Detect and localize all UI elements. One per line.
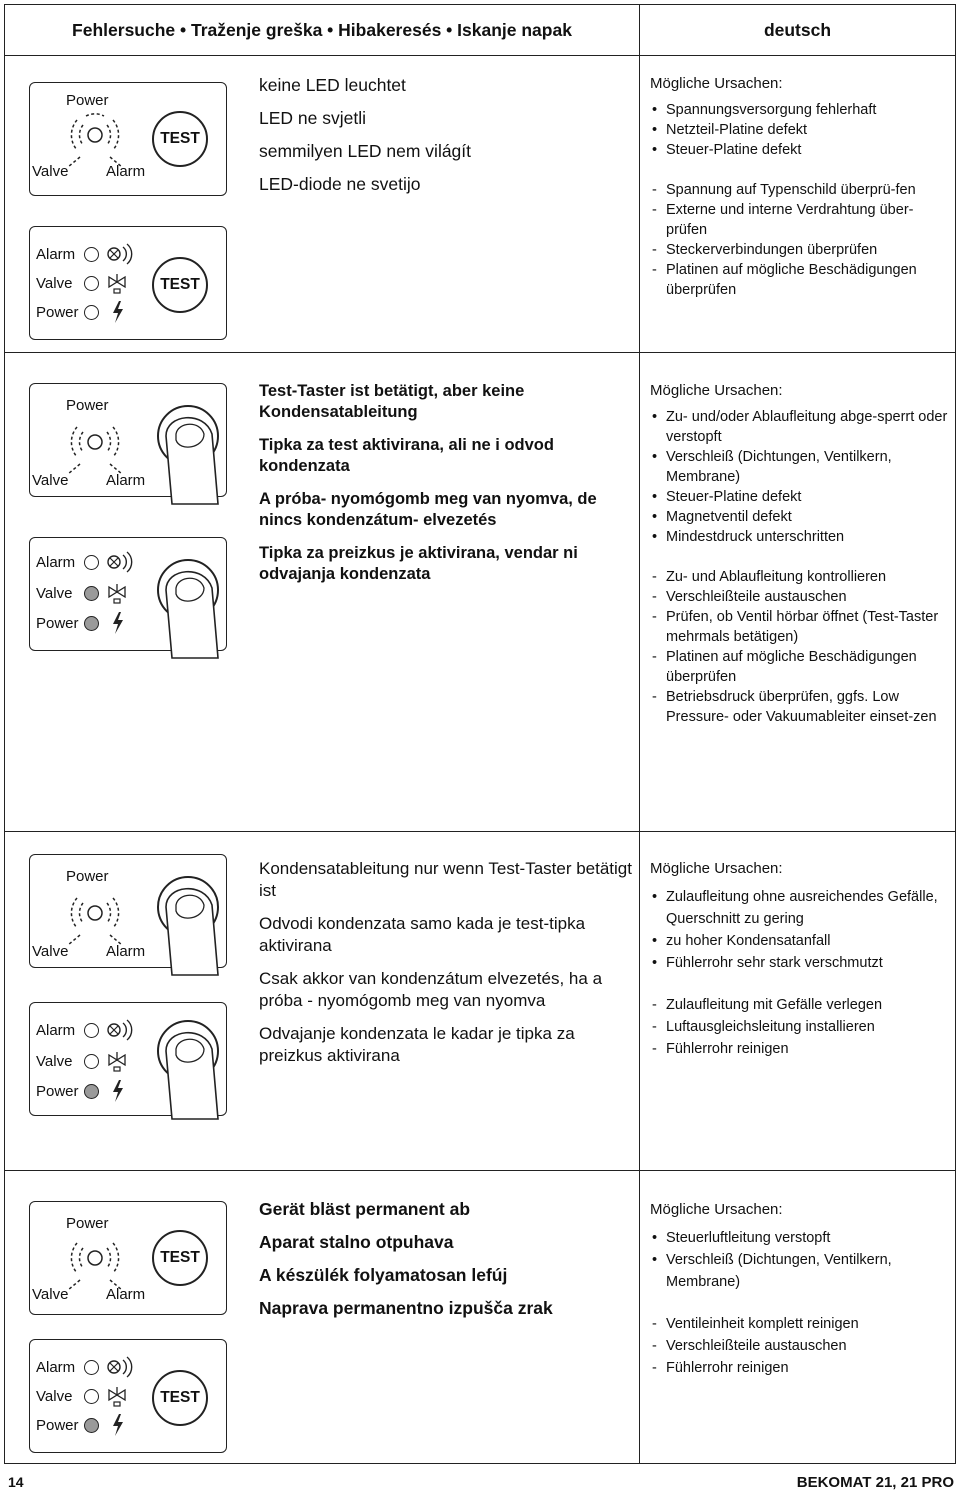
finger-pressing-icon <box>148 548 228 668</box>
power-label: Power <box>66 868 109 885</box>
cause-item: • Magnetventil defekt <box>650 507 950 527</box>
led-ring-icon <box>50 420 140 476</box>
action-item: - Ventileinheit komplett reinigen <box>650 1313 950 1335</box>
cause-item: • Steuer-Platine defekt <box>650 140 950 160</box>
alarm-horn-icon <box>106 241 136 267</box>
causes-column <box>640 56 955 352</box>
valve-label: Valve <box>32 472 69 489</box>
power-led-lit <box>84 1418 99 1433</box>
lightning-icon <box>108 1412 128 1438</box>
causes-block <box>650 858 950 1060</box>
valve-icon <box>106 271 130 295</box>
symptom-de: Test-Taster ist betätigt, aber keine Kondensatableitung <box>259 382 525 421</box>
action-item: - Steckerverbindungen überprüfen <box>650 240 950 260</box>
symptom-column <box>251 1171 640 1463</box>
power-label: Power <box>66 397 109 414</box>
symptom-column <box>251 832 640 1170</box>
valve-led <box>84 1054 99 1069</box>
action-item: - Prüfen, ob Ventil hörbar öffnet (Test-Taster mehrmals betätigen) <box>650 607 950 647</box>
causes-heading: Mögliche Ursachen: <box>650 382 783 399</box>
valve-label: Valve <box>36 1053 73 1070</box>
device-illustration <box>5 353 251 831</box>
valve-label: Valve <box>32 163 69 180</box>
lightning-icon <box>108 610 128 636</box>
symptom-hr: Aparat stalno otpuhava <box>259 1232 454 1252</box>
alarm-label: Alarm <box>106 472 146 489</box>
causes-block <box>650 381 950 727</box>
led-ring-icon <box>50 1236 140 1292</box>
led-ring-icon <box>50 113 140 169</box>
power-label: Power <box>36 615 79 632</box>
alarm-horn-icon <box>106 1017 136 1043</box>
action-item: - Platinen auf mögliche Beschädigungen überprüfen <box>650 260 950 300</box>
alarm-led <box>84 247 99 262</box>
cause-item: • Zu- und/oder Ablaufleitung abge-sperrt oder verstopft <box>650 407 950 447</box>
action-item: - Verschleißteile austauschen <box>650 587 950 607</box>
power-led <box>84 305 99 320</box>
finger-pressing-icon <box>148 1009 228 1129</box>
symptom-hr: LED ne svjetli <box>259 108 366 128</box>
cause-item: • Netzteil-Platine defekt <box>650 120 950 140</box>
action-item: - Verschleißteile austauschen <box>650 1335 950 1357</box>
panel-round-display <box>29 383 227 497</box>
page-frame <box>4 4 956 1464</box>
symptom-sl: Odvajanje kondenzata le kadar je tipka za preizkus aktivirana <box>259 1024 575 1065</box>
finger-pressing-icon <box>148 394 228 514</box>
cause-item: • Steuerluftleitung verstopft <box>650 1227 950 1249</box>
panel-round-display <box>29 1201 227 1315</box>
causes-heading: Mögliche Ursachen: <box>650 860 783 877</box>
causes-column <box>640 353 955 831</box>
product-name: BEKOMAT 21, 21 PRO <box>796 1474 954 1491</box>
alarm-label: Alarm <box>36 1359 76 1376</box>
header-title: Fehlersuche • Traženje greška • Hibakeresés • Iskanje napak <box>5 5 640 55</box>
test-button[interactable]: TEST <box>152 1370 208 1426</box>
alarm-label: Alarm <box>36 246 76 263</box>
device-illustration <box>5 832 251 1170</box>
page-number: 14 <box>8 1474 24 1490</box>
valve-led <box>84 1389 99 1404</box>
device-illustration <box>5 56 251 352</box>
action-item: - Platinen auf mögliche Beschädigungen überprüfen <box>650 647 950 687</box>
cause-item: • Mindestdruck unterschritten <box>650 527 950 547</box>
alarm-label: Alarm <box>36 1022 76 1039</box>
symptom-hu: A készülék folyamatosan lefúj <box>259 1265 508 1285</box>
action-item: - Fühlerrohr reinigen <box>650 1357 950 1379</box>
symptom-sl: Tipka za preizkus je aktivirana, vendar ni odvajanja kondenzata <box>259 544 578 583</box>
valve-icon <box>106 581 130 605</box>
power-label: Power <box>66 1215 109 1232</box>
panel-led-display <box>29 1339 227 1453</box>
causes-heading: Mögliche Ursachen: <box>650 75 783 92</box>
troubleshoot-row-3 <box>5 832 955 1171</box>
alarm-label: Alarm <box>106 943 146 960</box>
alarm-led <box>84 1360 99 1375</box>
action-item: - Zulaufleitung mit Gefälle verlegen <box>650 994 950 1016</box>
symptom-titles <box>259 858 637 1078</box>
power-label: Power <box>66 92 109 109</box>
causes-column <box>640 1171 955 1463</box>
valve-led <box>84 276 99 291</box>
alarm-label: Alarm <box>106 163 146 180</box>
symptom-column <box>251 353 640 831</box>
alarm-horn-icon <box>106 1354 136 1380</box>
action-item: - Externe und interne Verdrahtung über-prüfen <box>650 200 950 240</box>
causes-heading: Mögliche Ursachen: <box>650 1201 783 1218</box>
troubleshoot-row-4 <box>5 1171 955 1463</box>
symptom-hr: Tipka za test aktivirana, ali ne i odvod kondenzata <box>259 436 554 475</box>
action-item: - Spannung auf Typenschild überprü-fen <box>650 180 950 200</box>
causes-column <box>640 832 955 1170</box>
alarm-led <box>84 1023 99 1038</box>
valve-icon <box>106 1049 130 1073</box>
symptom-hu: semmilyen LED nem világít <box>259 141 472 161</box>
action-item: - Fühlerrohr reinigen <box>650 1038 950 1060</box>
power-label: Power <box>36 1083 79 1100</box>
panel-round-display <box>29 82 227 196</box>
symptom-hr: Odvodi kondenzata samo kada je test-tipka aktivirana <box>259 914 586 955</box>
symptom-de: Kondensatableitung nur wenn Test-Taster betätigt ist <box>259 859 632 900</box>
panel-led-display <box>29 226 227 340</box>
symptom-de: Gerät bläst permanent ab <box>259 1199 471 1219</box>
panel-round-display <box>29 854 227 968</box>
power-label: Power <box>36 1417 79 1434</box>
cause-item: • Steuer-Platine defekt <box>650 487 950 507</box>
power-led-lit <box>84 1084 99 1099</box>
valve-label: Valve <box>32 943 69 960</box>
alarm-label: Alarm <box>106 1286 146 1303</box>
action-item: - Luftausgleichsleitung installieren <box>650 1016 950 1038</box>
alarm-led <box>84 555 99 570</box>
device-illustration <box>5 1171 251 1463</box>
cause-item: • Fühlerrohr sehr stark verschmutzt <box>650 952 950 974</box>
valve-label: Valve <box>36 1388 73 1405</box>
troubleshoot-row-1 <box>5 56 955 353</box>
symptom-titles <box>259 1199 637 1331</box>
causes-block <box>650 1199 950 1379</box>
symptom-titles <box>259 74 637 206</box>
lightning-icon <box>108 1078 128 1104</box>
causes-block <box>650 74 950 300</box>
valve-led-lit <box>84 586 99 601</box>
alarm-horn-icon <box>106 549 136 575</box>
valve-label: Valve <box>36 275 73 292</box>
cause-item: • Verschleiß (Dichtungen, Ventilkern, Membrane) <box>650 1249 950 1293</box>
troubleshoot-row-2 <box>5 353 955 832</box>
cause-item: • Zulaufleitung ohne ausreichendes Gefälle, Querschnitt zu gering <box>650 886 950 930</box>
valve-label: Valve <box>36 585 73 602</box>
power-label: Power <box>36 304 79 321</box>
symptom-titles <box>259 381 637 597</box>
symptom-hu: Csak akkor van kondenzátum elvezetés, ha a próba - nyomógomb meg van nyomva <box>259 969 603 1010</box>
power-led-lit <box>84 616 99 631</box>
test-button[interactable]: TEST <box>152 1230 208 1286</box>
symptom-hu: A próba- nyomógomb meg van nyomva, de nincs kondenzátum- elvezetés <box>259 490 597 529</box>
lightning-icon <box>108 299 128 325</box>
symptom-sl: Naprava permanentno izpušča zrak <box>259 1298 553 1318</box>
symptom-sl: LED-diode ne svetijo <box>259 174 421 194</box>
cause-item: • Verschleiß (Dichtungen, Ventilkern, Membrane) <box>650 447 950 487</box>
symptom-column <box>251 56 640 352</box>
header-language: deutsch <box>763 19 832 40</box>
led-ring-icon <box>50 891 140 947</box>
valve-icon <box>106 1384 130 1408</box>
cause-item: • zu hoher Kondensatanfall <box>650 930 950 952</box>
action-item: - Zu- und Ablaufleitung kontrollieren <box>650 567 950 587</box>
symptom-de: keine LED leuchtet <box>259 75 406 95</box>
test-button[interactable]: TEST <box>152 257 208 313</box>
panel-led-display <box>29 537 227 651</box>
alarm-label: Alarm <box>36 554 76 571</box>
valve-label: Valve <box>32 1286 69 1303</box>
page-header <box>5 5 955 56</box>
cause-item: • Spannungsversorgung fehlerhaft <box>650 100 950 120</box>
action-item: - Betriebsdruck überprüfen, ggfs. Low Pressure- oder Vakuumableiter einset-zen <box>650 687 950 727</box>
panel-led-display <box>29 1002 227 1116</box>
test-button[interactable]: TEST <box>152 111 208 167</box>
finger-pressing-icon <box>148 865 228 985</box>
